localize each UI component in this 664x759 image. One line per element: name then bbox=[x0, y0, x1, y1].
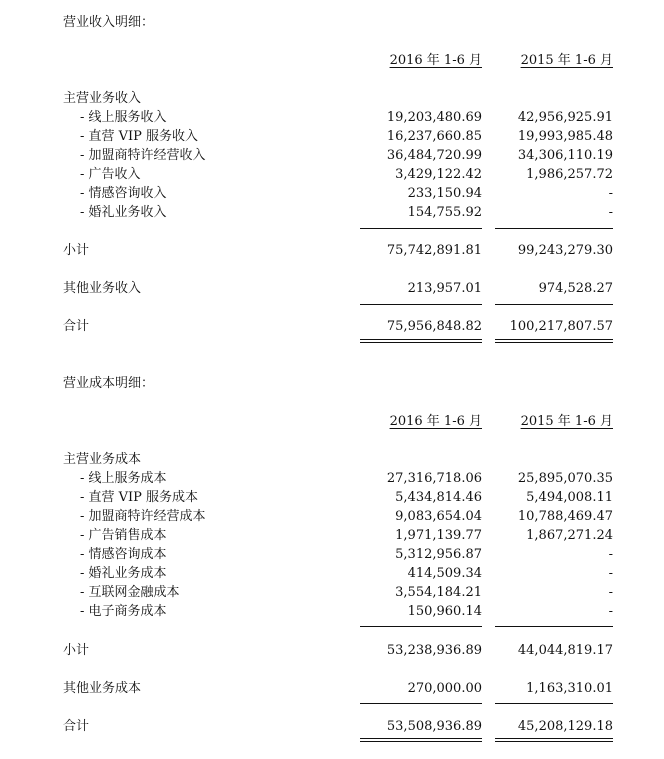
cost-subtotal-label: 小计 bbox=[63, 643, 90, 658]
cost-item-value-2016: 1,971,139.77 bbox=[395, 528, 482, 543]
revenue-total-rule-2016 bbox=[360, 304, 482, 305]
revenue-total-double-rule-top-2016 bbox=[360, 339, 482, 340]
cost-other-label: 其他业务成本 bbox=[63, 681, 142, 696]
cost-item-label: - 直营 VIP 服务成本 bbox=[80, 490, 199, 505]
cost-item-value-2016: 9,083,654.04 bbox=[395, 509, 482, 524]
cost-total-rule-2015 bbox=[495, 703, 613, 704]
cost-item-value-2016: 150,960.14 bbox=[407, 604, 482, 619]
cost-item-label: - 线上服务成本 bbox=[80, 471, 167, 486]
cost-subtotal-rule-2015 bbox=[495, 626, 613, 627]
cost-total-rule-2016 bbox=[360, 703, 482, 704]
revenue-subtotal-label: 小计 bbox=[63, 243, 90, 258]
cost-col-2016-header: 2016 年 1-6 月 bbox=[389, 414, 482, 429]
revenue-total-2015: 100,217,807.57 bbox=[509, 319, 613, 334]
cost-section-title: 营业成本明细： bbox=[63, 376, 155, 391]
revenue-item-value-2015: - bbox=[608, 205, 613, 220]
revenue-item-label: - 加盟商特许经营收入 bbox=[80, 148, 206, 163]
cost-item-label: - 广告销售成本 bbox=[80, 528, 167, 543]
cost-item-value-2015: - bbox=[608, 585, 613, 600]
revenue-item-value-2015: - bbox=[608, 186, 613, 201]
revenue-subtotal-rule-2015 bbox=[495, 228, 613, 229]
revenue-total-double-rule-top-2015 bbox=[495, 339, 613, 340]
cost-main-heading: 主营业务成本 bbox=[63, 452, 142, 467]
cost-item-value-2016: 3,554,184.21 bbox=[395, 585, 482, 600]
revenue-col-2015-header: 2015 年 1-6 月 bbox=[520, 53, 613, 68]
revenue-item-label: - 情感咨询收入 bbox=[80, 186, 167, 201]
revenue-total-rule-2015 bbox=[495, 304, 613, 305]
revenue-other-2016: 213,957.01 bbox=[407, 281, 482, 296]
cost-item-value-2015: 25,895,070.35 bbox=[517, 471, 613, 486]
revenue-section-title: 营业收入明细： bbox=[63, 15, 155, 30]
cost-item-value-2015: 1,867,271.24 bbox=[526, 528, 613, 543]
revenue-other-label: 其他业务收入 bbox=[63, 281, 142, 296]
cost-item-value-2015: - bbox=[608, 566, 613, 581]
revenue-item-value-2015: 1,986,257.72 bbox=[526, 167, 613, 182]
cost-total-double-rule-top-2016 bbox=[360, 738, 482, 739]
revenue-total-double-rule-bottom-2015 bbox=[495, 342, 613, 343]
cost-item-label: - 电子商务成本 bbox=[80, 604, 167, 619]
cost-item-value-2016: 5,312,956.87 bbox=[395, 547, 482, 562]
revenue-item-value-2016: 3,429,122.42 bbox=[395, 167, 482, 182]
revenue-col-2016-header: 2016 年 1-6 月 bbox=[389, 53, 482, 68]
cost-item-label: - 婚礼业务成本 bbox=[80, 566, 167, 581]
cost-total-double-rule-top-2015 bbox=[495, 738, 613, 739]
revenue-subtotal-rule-2016 bbox=[360, 228, 482, 229]
cost-item-value-2015: - bbox=[608, 604, 613, 619]
cost-subtotal-2015: 44,044,819.17 bbox=[517, 643, 613, 658]
cost-item-label: - 加盟商特许经营成本 bbox=[80, 509, 206, 524]
cost-total-2016: 53,508,936.89 bbox=[386, 719, 482, 734]
cost-item-value-2016: 27,316,718.06 bbox=[386, 471, 482, 486]
revenue-item-value-2016: 233,150.94 bbox=[407, 186, 482, 201]
revenue-item-value-2016: 154,755.92 bbox=[407, 205, 482, 220]
cost-col-2015-header: 2015 年 1-6 月 bbox=[520, 414, 613, 429]
revenue-item-label: - 直营 VIP 服务收入 bbox=[80, 129, 199, 144]
cost-item-label: - 互联网金融成本 bbox=[80, 585, 180, 600]
cost-total-double-rule-bottom-2015 bbox=[495, 741, 613, 742]
revenue-total-double-rule-bottom-2016 bbox=[360, 342, 482, 343]
cost-item-label: - 情感咨询成本 bbox=[80, 547, 167, 562]
revenue-subtotal-2015: 99,243,279.30 bbox=[517, 243, 613, 258]
revenue-item-value-2016: 36,484,720.99 bbox=[386, 148, 482, 163]
revenue-item-value-2015: 42,956,925.91 bbox=[517, 110, 613, 125]
revenue-item-label: - 广告收入 bbox=[80, 167, 141, 182]
revenue-other-2015: 974,528.27 bbox=[538, 281, 613, 296]
revenue-total-2016: 75,956,848.82 bbox=[386, 319, 482, 334]
cost-other-2015: 1,163,310.01 bbox=[526, 681, 613, 696]
cost-item-value-2015: 5,494,008.11 bbox=[526, 490, 613, 505]
revenue-item-value-2016: 19,203,480.69 bbox=[386, 110, 482, 125]
cost-item-value-2015: - bbox=[608, 547, 613, 562]
cost-subtotal-rule-2016 bbox=[360, 626, 482, 627]
cost-item-value-2016: 5,434,814.46 bbox=[395, 490, 482, 505]
cost-item-value-2016: 414,509.34 bbox=[407, 566, 482, 581]
revenue-item-value-2016: 16,237,660.85 bbox=[386, 129, 482, 144]
revenue-total-label: 合计 bbox=[63, 319, 90, 334]
cost-total-2015: 45,208,129.18 bbox=[517, 719, 613, 734]
revenue-item-value-2015: 34,306,110.19 bbox=[517, 148, 613, 163]
revenue-main-heading: 主营业务收入 bbox=[63, 91, 142, 106]
cost-total-double-rule-bottom-2016 bbox=[360, 741, 482, 742]
revenue-subtotal-2016: 75,742,891.81 bbox=[386, 243, 482, 258]
cost-other-2016: 270,000.00 bbox=[407, 681, 482, 696]
cost-total-label: 合计 bbox=[63, 719, 90, 734]
revenue-item-value-2015: 19,993,985.48 bbox=[517, 129, 613, 144]
revenue-item-label: - 婚礼业务收入 bbox=[80, 205, 167, 220]
cost-item-value-2015: 10,788,469.47 bbox=[517, 509, 613, 524]
revenue-item-label: - 线上服务收入 bbox=[80, 110, 167, 125]
cost-subtotal-2016: 53,238,936.89 bbox=[386, 643, 482, 658]
